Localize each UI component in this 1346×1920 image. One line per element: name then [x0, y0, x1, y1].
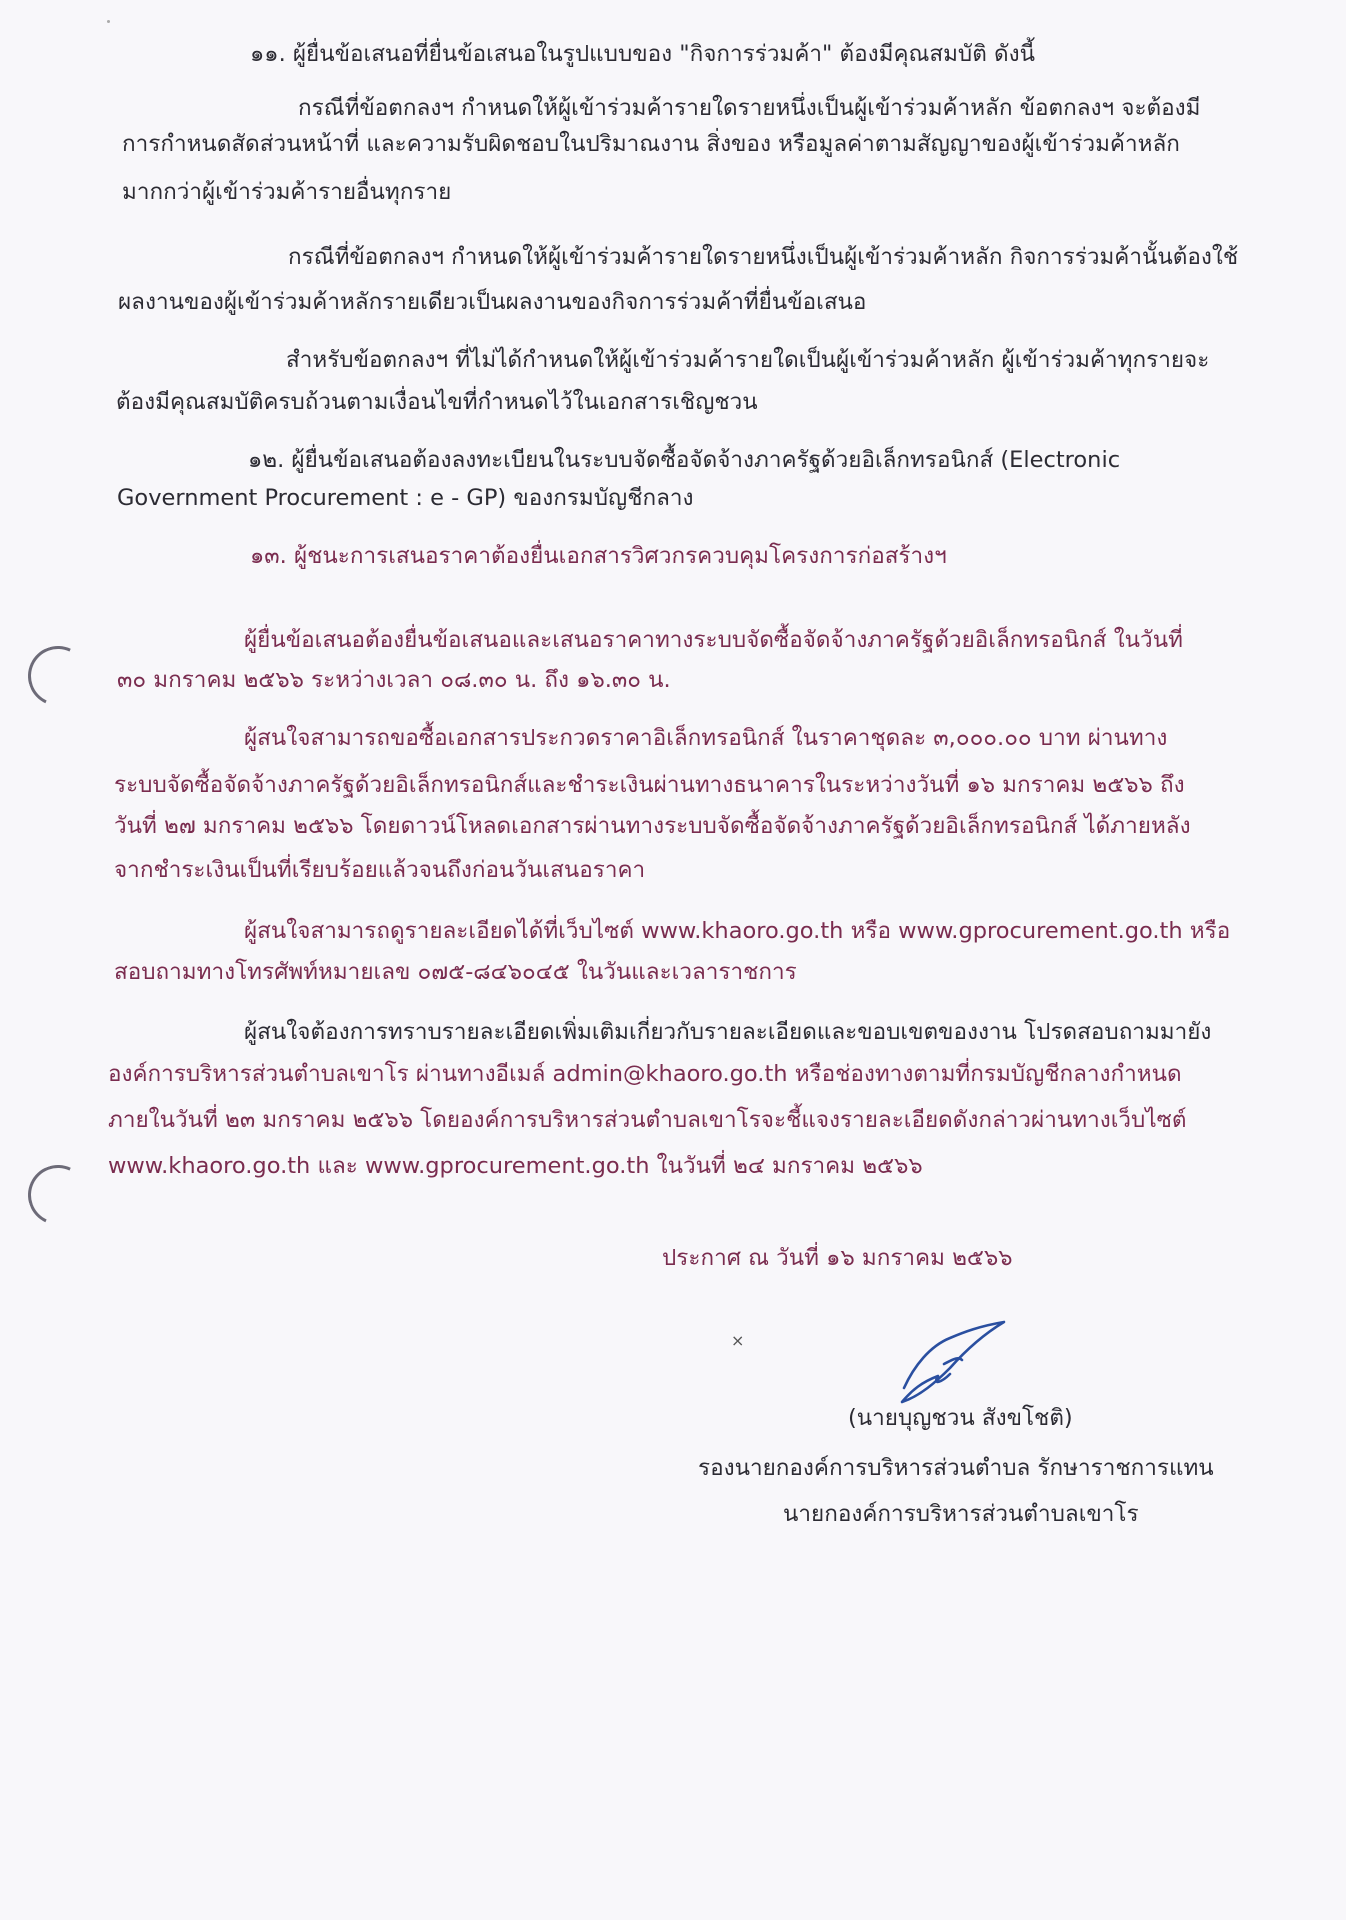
purchase-line2: ระบบจัดซื้อจัดจ้างภาครัฐด้วยอิเล็กทรอนิกส์และชำระเงินผ่านทางธนาคารในระหว่างวันที่ ๑๖ มกราคม ๒๕๖๖ ถึง — [114, 772, 1185, 798]
signatory-position-1: รองนายกองค์การบริหารส่วนตำบล รักษาราชการแทน — [698, 1455, 1214, 1481]
section-11-para1-line3: มากกว่าผู้เข้าร่วมค้ารายอื่นทุกราย — [122, 179, 452, 205]
handwritten-signature — [892, 1316, 1012, 1408]
section-12-line1: ๑๒. ผู้ยื่นข้อเสนอต้องลงทะเบียนในระบบจัดซื้อจัดจ้างภาครัฐด้วยอิเล็กทรอนิกส์ (Electronic — [248, 447, 1121, 473]
submission-line2: ๓๐ มกราคม ๒๕๖๖ ระหว่างเวลา ๐๘.๓๐ น. ถึง ๑๖.๓๐ น. — [117, 667, 671, 693]
purchase-line3: วันที่ ๒๗ มกราคม ๒๕๖๖ โดยดาวน์โหลดเอกสารผ่านทางระบบจัดซื้อจัดจ้างภาครัฐด้วยอิเล็กทรอนิกส์ ได้ภายหลัง — [114, 813, 1191, 839]
section-11-para1-line2: การกำหนดสัดส่วนหน้าที่ และความรับผิดชอบในปริมาณงาน สิ่งของ หรือมูลค่าตามสัญญาของผู้เข้าร่วมค้าหลัก — [122, 131, 1180, 157]
announcement-date: ประกาศ ณ วันที่ ๑๖ มกราคม ๒๕๖๖ — [662, 1245, 1013, 1271]
section-11-para1-line1: กรณีที่ข้อตกลงฯ กำหนดให้ผู้เข้าร่วมค้ารายใดรายหนึ่งเป็นผู้เข้าร่วมค้าหลัก ข้อตกลงฯ จะต้องมี — [298, 95, 1201, 121]
inquiry-line1: ผู้สนใจต้องการทราบรายละเอียดเพิ่มเติมเกี่ยวกับรายละเอียดและขอบเขตของงาน โปรดสอบถามมายัง — [244, 1019, 1212, 1045]
section-11-para3-line2: ต้องมีคุณสมบัติครบถ้วนตามเงื่อนไขที่กำหนดไว้ในเอกสารเชิญชวน — [116, 389, 758, 415]
punch-hole-upper — [20, 638, 97, 715]
inquiry-line3: ภายในวันที่ ๒๓ มกราคม ๒๕๖๖ โดยองค์การบริหารส่วนตำบลเขาโรจะชี้แจงรายละเอียดดังกล่าวผ่านทางเว็บไซต์ — [108, 1107, 1187, 1133]
submission-line1: ผู้ยื่นข้อเสนอต้องยื่นข้อเสนอและเสนอราคาทางระบบจัดซื้อจัดจ้างภาครัฐด้วยอิเล็กทรอนิกส์ ในวันที่ — [244, 627, 1183, 653]
website-line1: ผู้สนใจสามารถดูรายละเอียดได้ที่เว็บไซต์ www.khaoro.go.th หรือ www.gprocurement.go.th หรือ — [244, 918, 1231, 944]
stray-x-mark: × — [731, 1331, 745, 1350]
section-11-para2-line1: กรณีที่ข้อตกลงฯ กำหนดให้ผู้เข้าร่วมค้ารายใดรายหนึ่งเป็นผู้เข้าร่วมค้าหลัก กิจการร่วมค้านั้นต้องใช้ — [288, 244, 1239, 270]
section-12-line2: Government Procurement : e - GP) ของกรมบัญชีกลาง — [117, 485, 694, 511]
section-11-heading: ๑๑. ผู้ยื่นข้อเสนอที่ยื่นข้อเสนอในรูปแบบของ "กิจการร่วมค้า" ต้องมีคุณสมบัติ ดังนี้ — [250, 41, 1035, 67]
purchase-line1: ผู้สนใจสามารถขอซื้อเอกสารประกวดราคาอิเล็กทรอนิกส์ ในราคาชุดละ ๓,๐๐๐.๐๐ บาท ผ่านทาง — [244, 725, 1168, 751]
inquiry-line4: www.khaoro.go.th และ www.gprocurement.go.th ในวันที่ ๒๔ มกราคม ๒๕๖๖ — [108, 1153, 923, 1179]
signatory-position-2: นายกองค์การบริหารส่วนตำบลเขาโร — [783, 1501, 1139, 1527]
website-line2: สอบถามทางโทรศัพท์หมายเลข ๐๗๕-๘๔๖๐๔๕ ในวันและเวลาราชการ — [114, 959, 797, 985]
scan-speck — [107, 20, 110, 23]
punch-hole-lower — [20, 1157, 97, 1234]
purchase-line4: จากชำระเงินเป็นที่เรียบร้อยแล้วจนถึงก่อนวันเสนอราคา — [114, 857, 646, 883]
inquiry-line2: องค์การบริหารส่วนตำบลเขาโร ผ่านทางอีเมล์ admin@khaoro.go.th หรือช่องทางตามที่กรมบัญชีกลางกำหนด — [108, 1061, 1182, 1087]
section-11-para3-line1: สำหรับข้อตกลงฯ ที่ไม่ได้กำหนดให้ผู้เข้าร่วมค้ารายใดเป็นผู้เข้าร่วมค้าหลัก ผู้เข้าร่วมค้าทุกรายจะ — [286, 347, 1210, 373]
section-11-para2-line2: ผลงานของผู้เข้าร่วมค้าหลักรายเดียวเป็นผลงานของกิจการร่วมค้าที่ยื่นข้อเสนอ — [118, 289, 867, 315]
signatory-name: (นายบุญชวน สังขโชติ) — [848, 1405, 1073, 1431]
section-13-line1: ๑๓. ผู้ชนะการเสนอราคาต้องยื่นเอกสารวิศวกรควบคุมโครงการก่อสร้างฯ — [250, 543, 947, 569]
